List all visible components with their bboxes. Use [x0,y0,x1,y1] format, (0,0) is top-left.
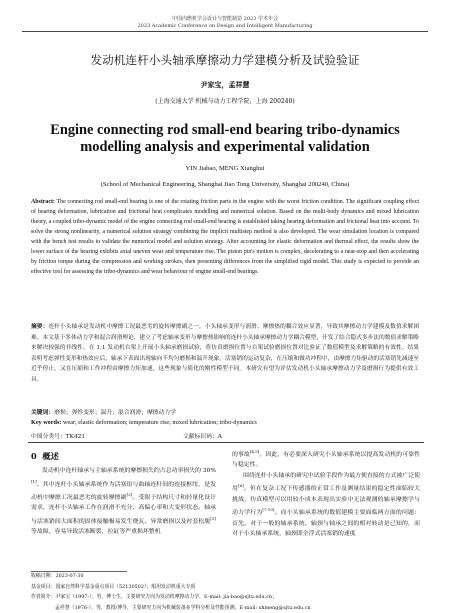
footnote-author1: 作者简介：尹家宝（1997-），男，博士生，主要研究方向为发动机摩擦动力学，E-mail: jia-bao@sjtu.edu.cn； [31,594,277,600]
body-column-right [232,447,420,540]
clc-value: TK421 [65,434,86,440]
abstract-zh [31,322,419,385]
keywords-zh-text: 磨损；弹性变形；温升；混合润滑；摩擦动力学 [54,410,176,416]
section-heading [31,451,59,462]
doc-code-label: 文献标识码： [183,434,218,440]
affiliation-en: (School of Mechanical Engineering, Shanghai Jiao Tong University, Shanghai 200240, China) [100,181,350,188]
abstract-zh-label: 摘要： [31,324,49,330]
body-paragraph: 发动机中连杆轴承与主轴承系统的摩擦损失约占总功率损失的 30%[1]。其中连杆小头轴承系统作为活塞组与曲轴连杆间的连接枢纽，是发动机中摩擦工况最恶劣的旋转摩擦副[2]。受限于结构尺寸和轻量化设计需求，连杆小头轴承工作在润滑不充分、高偏心率和大变形状态。轴承与活塞销间大面积的固体接触极易发生烧瓦、异常磨损以及衬套松脱[3]等故障，容易导致活塞断裂、拉缸等严重损坏整机 [31,468,217,536]
doc-code-value: A [217,434,222,440]
section-number: 0 [31,451,37,461]
clc-label: 中图分类号： [31,434,66,440]
running-header-zh: 中国内燃机学会设计与智能制造 2023 学术年会 [172,16,278,22]
abstract-en [31,197,419,277]
running-header-en: 2023 Academic Conference on Design and Intelligent Manufacturing [137,23,313,29]
keywords-zh [31,407,176,416]
section-title: 概述 [42,451,59,461]
affiliation-zh: (上海交通大学 机械与动力工程学院，上海 200240) [155,98,295,105]
clc-number [31,431,85,440]
abstract-en-label: Abstract: [31,199,55,205]
abstract-rule [28,442,424,443]
doc-code [183,431,222,440]
body-paragraph: 的事故[4,5]。因此，有必要深入研究小头轴承系统以提高发动机的可靠性与稳定性。 [232,449,421,469]
footnote-received: 收稿日期：2023-07-30 [31,573,84,579]
body-column-left [31,466,216,538]
body-paragraph: 围绕连杆小头轴承的研究中试验手段作为最方便直接的方式被广泛使用[6]。但在复杂工况下传感器的正常工作及测量结果的稳定性面临较大挑战，仿真模型可以用较小成本表现出实验中无法观测的轴承摩擦学与动力学行为[7-10]。而小头轴承系统的数值建模主要面临两方面的问题：首先，对于一般的轴承系统，轴颈与轴承之间的相对转动是已知的，而对于小头轴承系统，轴颈即全浮式活塞销的速度 [232,472,421,538]
keywords-en [31,419,421,426]
title-en-line1: Engine connecting rod small-end bearing tribo-dynamics [50,122,400,138]
keywords-en-text: wear; elastic deformation; temperature rise; mixed lubrication; tribo-dynamics [61,419,257,426]
abstract-en-text: The connecting rod small-end bearing is one of the rotating friction parts in the engine with the worst friction condition. The significant coupling effect of bearing deformation, lubrication and frictional heat complicates modelling and numerical solution. Based on the multi-body dynamics and mixed lubrication theory, a coupled tribo-dynamic model of the engine connecting rod small-end bearing is established taking bearing deformation and frictional heat into account. To solve the strong nonlinearity, a numerical solution strategy combining the implicit multistep method is also developed. The wear simulation location is compared with the bench test results to validate the numerical model and solution strategy. After accounting for elastic deformation and thermal effect, the results show the lower surface of the bearing exhibits axial uneven wear and temperature rise. The piston pin's motion is complex, decelerating to a near-stop and then accelerating by friction torque during the compression and working strokes, then presenting differences from the simplified rigid model. This study is expected to provide an effective tool for assessing the tribo-dynamics and wear behaviour of engine small-end bearings. [31,199,419,275]
keywords-en-label: Key words: [31,419,62,426]
footnote-author2: 孟祥慧（1976-），男，教授/博导，主要研究方向为机械装备多学科分析及性能预测，E-mail: xhmeng@sjtu.edu.cn [55,604,311,611]
authors-zh: 尹家宝，孟祥慧 [200,80,250,89]
title-zh: 发动机连杆小头轴承摩擦动力学建模分析及试验验证 [90,53,360,67]
header-rule [22,31,428,32]
authors-en: YIN Jiabao, MENG Xianghui [185,165,265,172]
title-en-line2: modelling analysis and experimental validation [80,139,370,155]
abstract-zh-text: 连杆小头轴承是发动机中摩擦工况最恶劣的旋转摩擦副之一，小头轴承变形与润滑、摩擦热的耦合效应显著，导致其摩擦动力学建模及数值求解困难。本文基于多体动力学和混合润滑理论，建立了考虑轴承变形与摩擦热影响的连杆小头轴承摩擦动力学耦合模型，开发了结合隐式多步法的数值求解策略来解决较强的非线性。在 1:1 发动机台架上开展小头轴承磨损试验，将仿真磨损位置与台架试验磨损位置对比验证了数值模型及求解策略的有效性。结果表明考虑弹性变形和热效应后，轴承下表面出现轴向不均匀磨损和温升现象。活塞销的运动复杂，在压缩和做功冲程中，由摩擦力矩驱动的活塞销先减速至近乎停止，又在压缩和工作冲程由摩擦力矩加速，这些现象与简化的刚性模型不同。本研究有望为评估发动机小头轴承摩擦动力学及磨损行为提供有效工具。 [31,324,420,383]
footnote-fund: 基金项目：国家自然科学基金重点项目（52130502）；船用发动机重大专项 [31,583,196,590]
footnotes [31,571,426,613]
keywords-zh-label: 关键词： [31,410,55,416]
